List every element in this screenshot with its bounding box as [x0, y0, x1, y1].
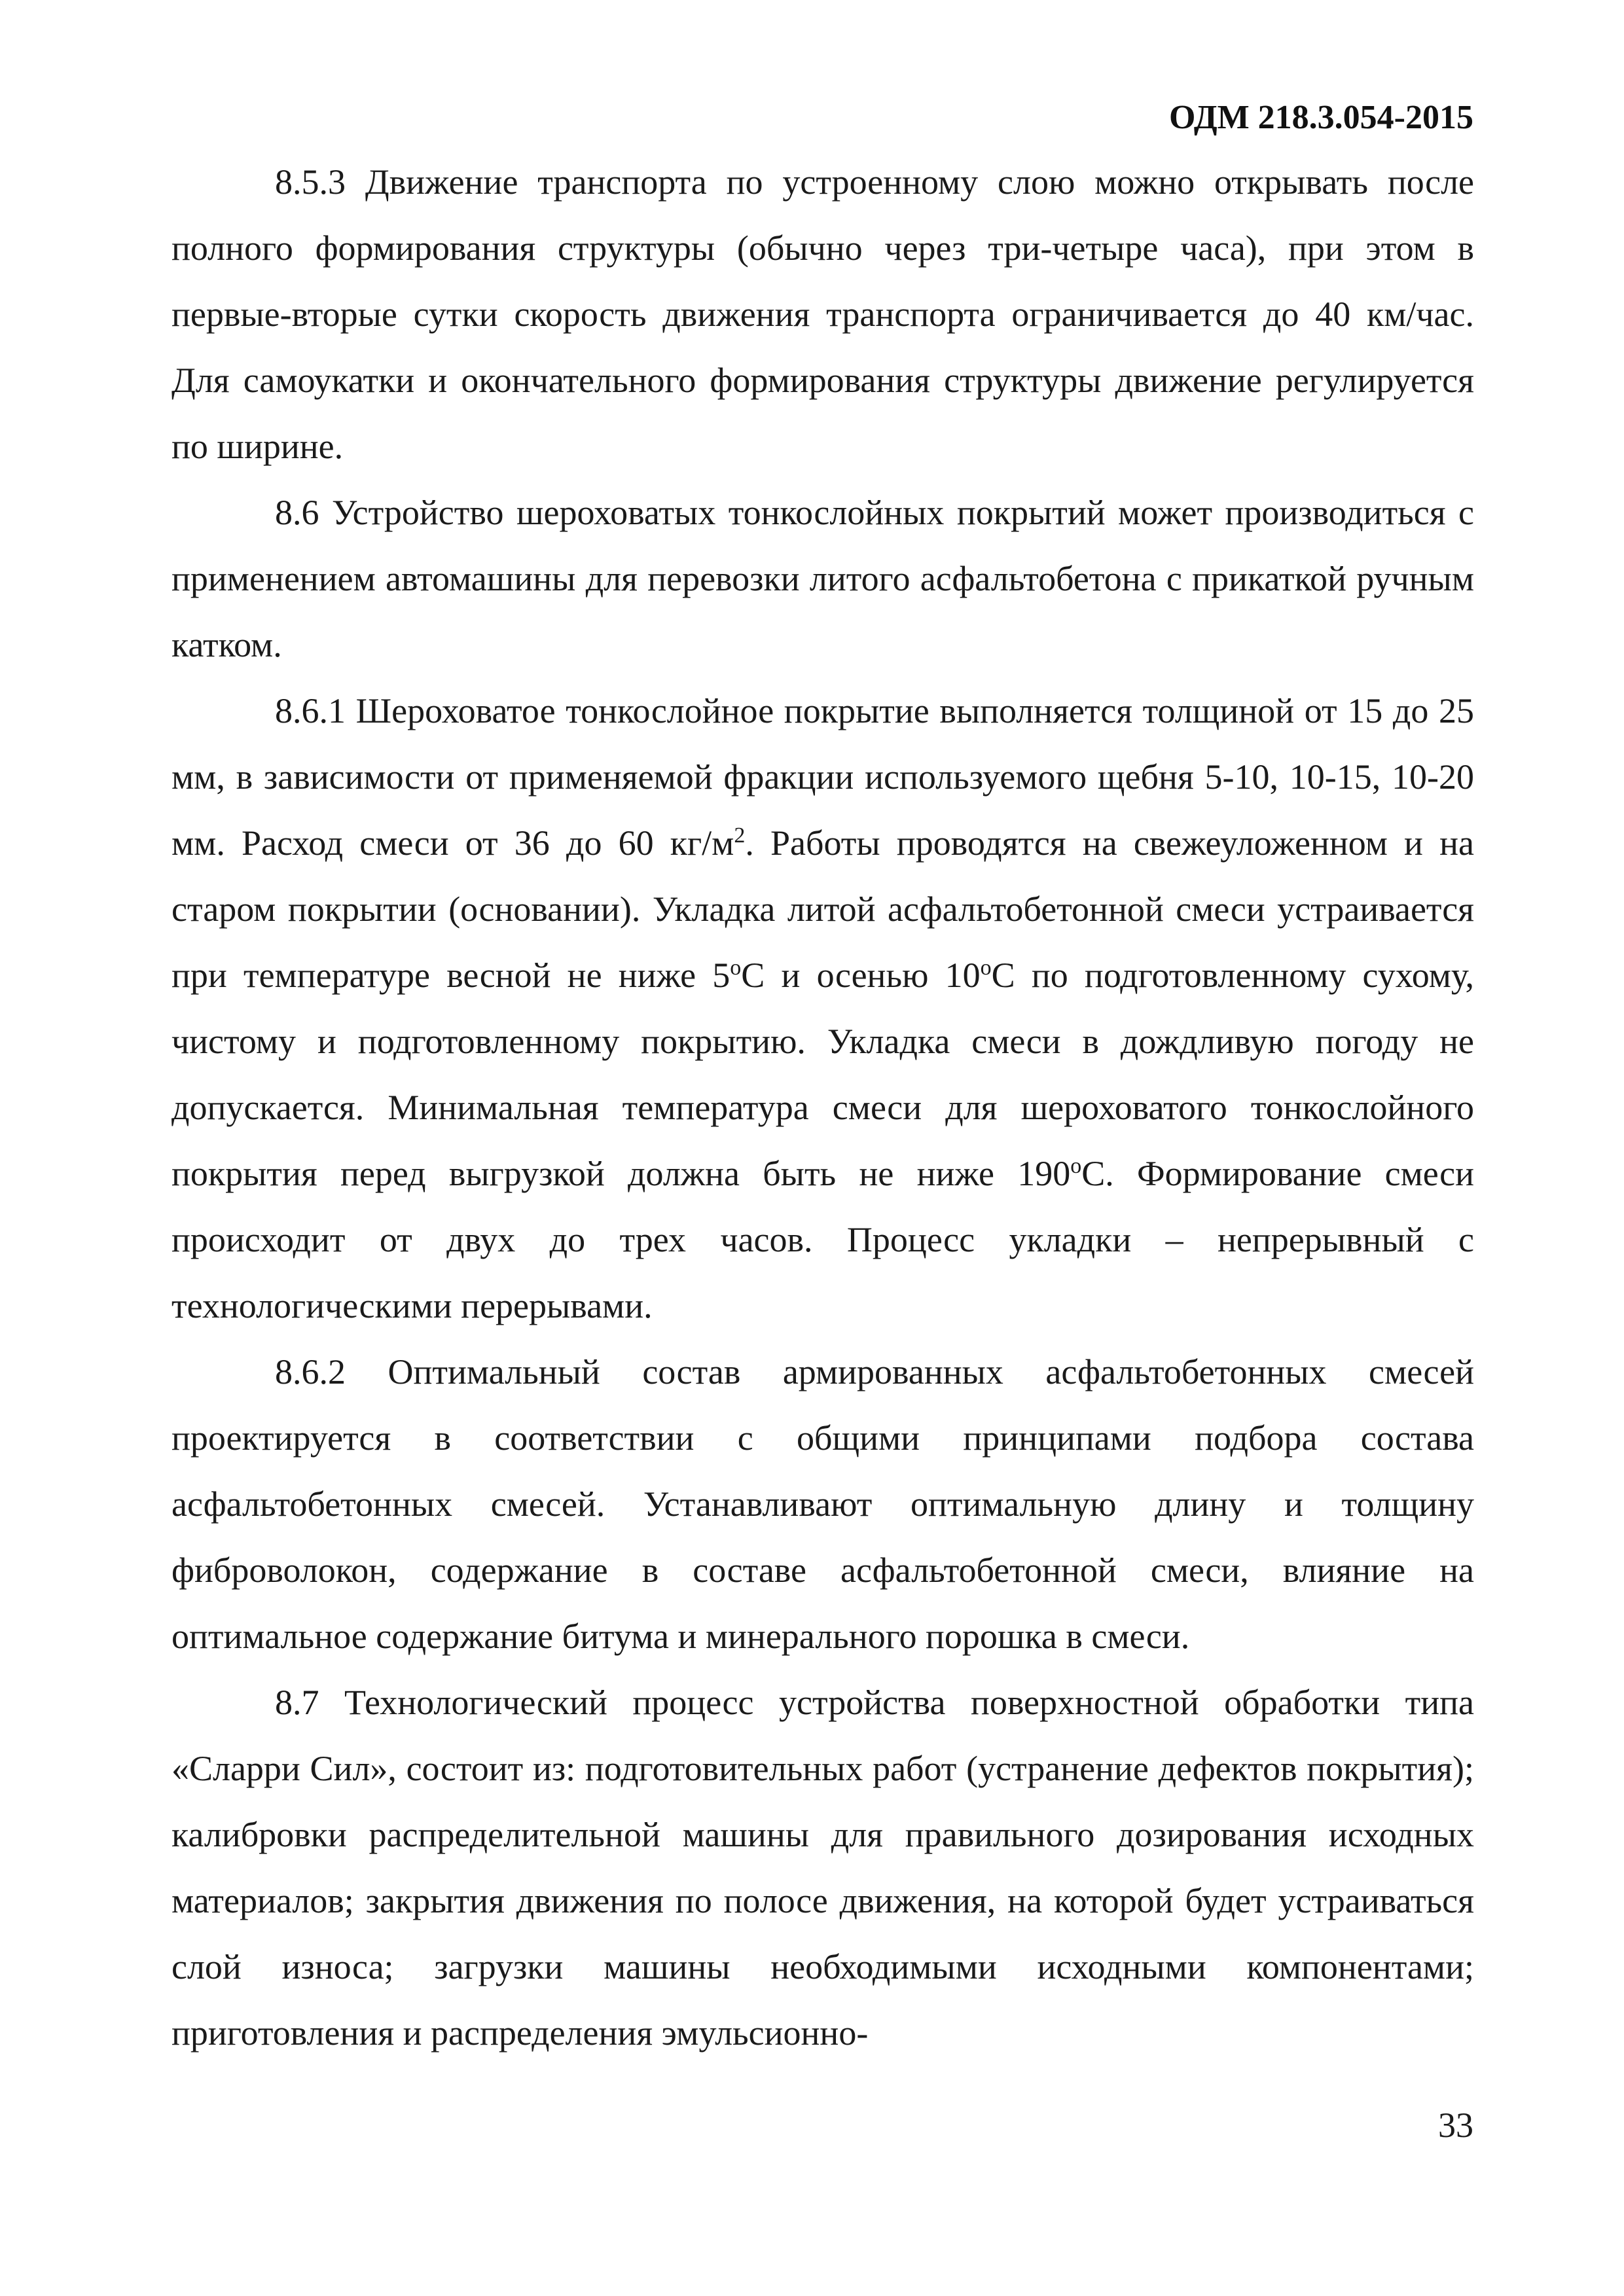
paragraph-text: 8.6.1 Шероховатое тонкослойное покрытие выполняется толщиной от 15 до 25 мм, в зависимости от применяемой фракции используемого щебня 5-10, 10-15, 10-20 мм. Расход смеси от 36 до 60 кг/м [171, 691, 1474, 863]
document-code-header: ОДМ 218.3.054-2015 [1168, 99, 1473, 136]
paragraph-text: С и осенью 10 [741, 956, 981, 995]
superscript-degree: о [980, 956, 992, 980]
paragraph-text: С по подготовленному сухому, чистому и подготовленному покрытию. Укладка смеси в дождливую погоду не допускается. Минимальная температура смеси для шероховатого тонкослойного покрытия перед выгрузкой должна быть не ниже 190 [171, 956, 1474, 1193]
document-body [171, 149, 1474, 2066]
paragraph-8-7: 8.7 Технологический процесс устройства поверхностной обработки типа «Сларри Сил», состоит из: подготовительных работ (устранение дефектов покрытия); калибровки распределительной машины для правильного дозирования исходных материалов; закрытия движения по полосе движения, на которой будет устраиваться слой износа; загрузки машины необходимыми исходными компонентами; приготовления и распределения эмульсионно- [171, 1683, 1474, 2053]
superscript: 2 [734, 823, 746, 848]
paragraph-8-6: 8.6 Устройство шероховатых тонкослойных покрытий может производиться с применением автомашины для перевозки литого асфальтобетона с прикаткой ручным катком. [171, 493, 1474, 664]
paragraph-text: . Работы проводятся на свежеуложенном и на старом покрытии (основании). Укладка литой асфальтобетонной смеси устраивается при температуре весной не ниже 5 [171, 823, 1474, 995]
superscript-degree: о [1070, 1154, 1082, 1178]
paragraph-8-6-1 [171, 678, 1474, 1339]
superscript-degree: о [730, 956, 742, 980]
paragraph-text: С. Формирование смеси происходит от двух до трех часов. Процесс укладки – непрерывный с технологическими перерывами. [171, 1154, 1474, 1325]
paragraph-8-6-2: 8.6.2 Оптимальный состав армированных асфальтобетонных смесей проектируется в соответствии с общими принципами подбора состава асфальтобетонных смесей. Устанавливают оптимальную длину и толщину фиброволокон, содержание в составе асфальтобетонной смеси, влияние на оптимальное содержание битума и минерального порошка в смеси. [171, 1352, 1474, 1656]
paragraph-8-5-3: 8.5.3 Движение транспорта по устроенному слою можно открывать после полного формирования структуры (обычно через три-четыре часа), при этом в первые-вторые сутки скорость движения транспорта ограничивается до 40 км/час. Для самоукатки и окончательного формирования структуры движение регулируется по ширине. [171, 162, 1474, 466]
page-number: 33 [1438, 2106, 1473, 2145]
